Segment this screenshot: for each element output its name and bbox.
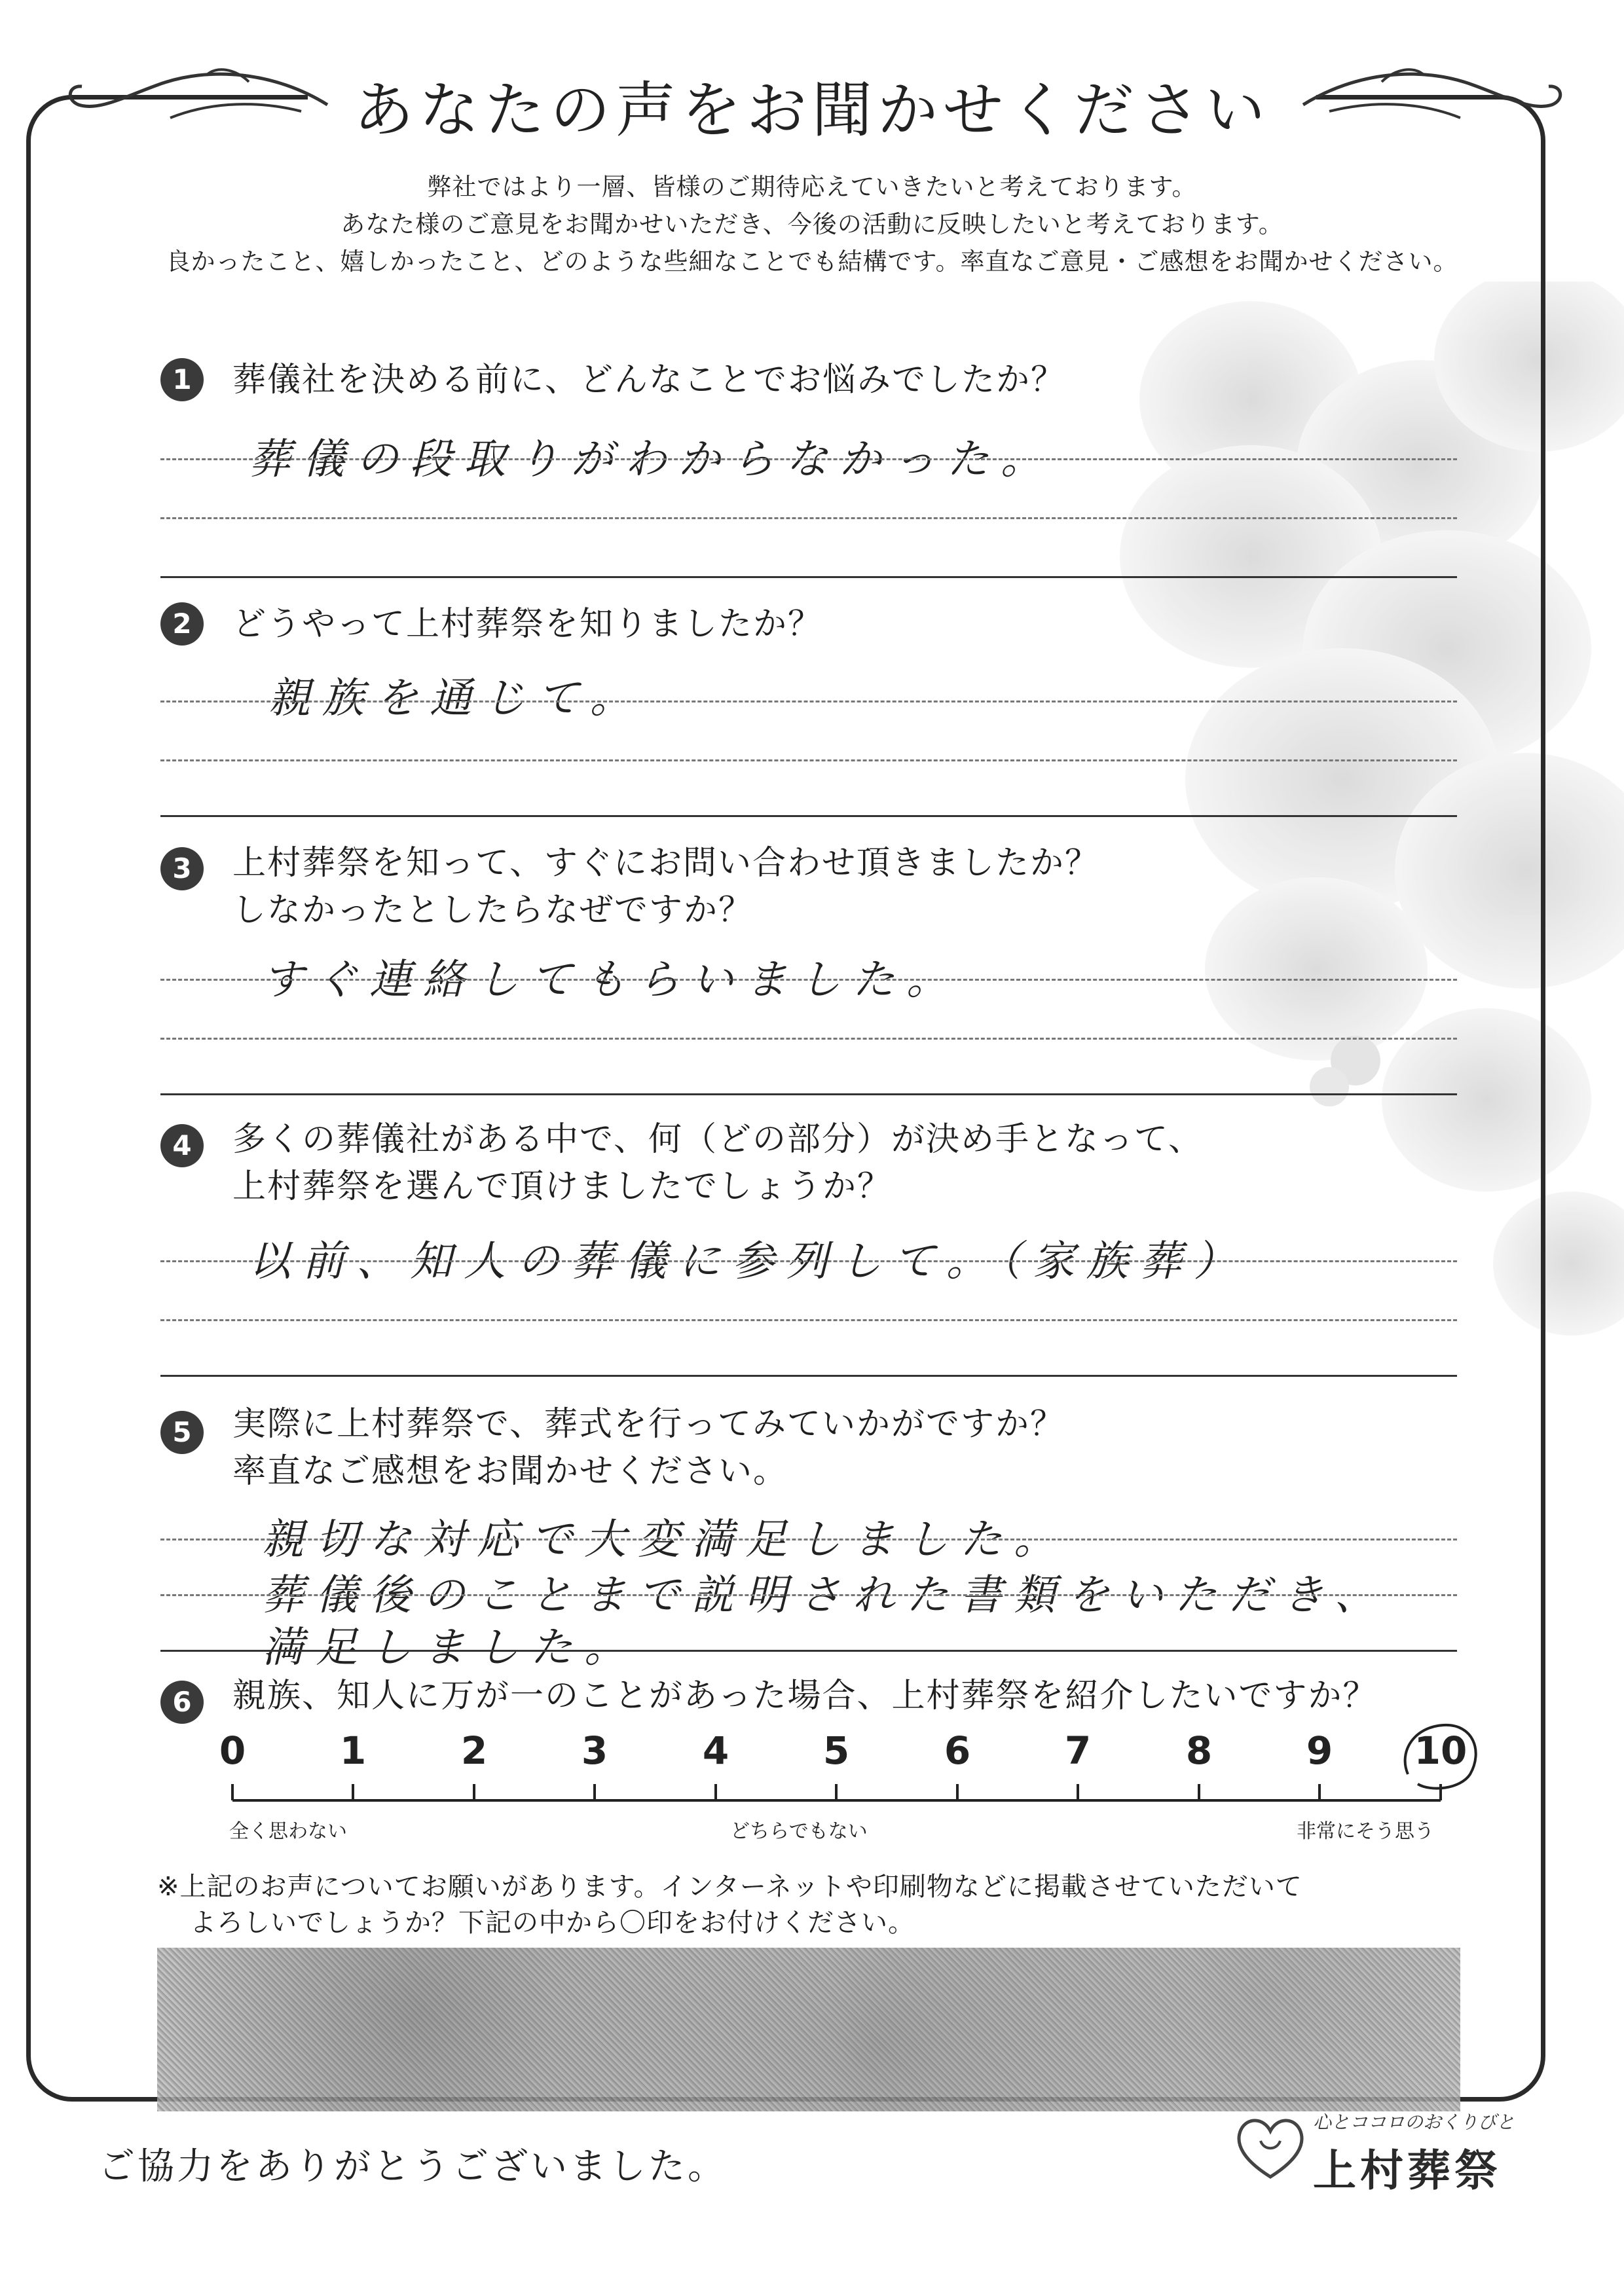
scale-number-6: 6 bbox=[944, 1728, 971, 1773]
thank-you-message: ご協力をありがとうございました。 bbox=[98, 2145, 727, 2188]
scale-label-middle: どちらでもない bbox=[730, 1820, 868, 1843]
answer-line bbox=[160, 458, 1457, 460]
logo-company-name: 上村葬祭 bbox=[1313, 2145, 1502, 2196]
scale-number-5: 5 bbox=[822, 1728, 850, 1773]
section-divider bbox=[160, 576, 1457, 578]
question-6-text: 親族、知人に万が一のことがあった場合、上村葬祭を紹介したいですか？ bbox=[232, 1677, 1378, 1715]
scale-number-9: 9 bbox=[1306, 1728, 1333, 1773]
rating-scale-axis bbox=[223, 1781, 1467, 1813]
question-2-number-badge: 2 bbox=[160, 602, 204, 646]
question-1-text: 葬儀社を決める前に、どんなことでお悩みでしたか？ bbox=[232, 361, 1066, 399]
question-4-text-line-1: 多くの葬儀社がある中で、何（どの部分）が決め手となって、 bbox=[232, 1120, 1203, 1159]
selected-rating-circle bbox=[1395, 1719, 1486, 1797]
question-5-text-line-2: 率直なご感想をお聞かせください。 bbox=[232, 1452, 788, 1491]
section-divider bbox=[160, 1650, 1457, 1652]
question-3-number-badge: 3 bbox=[160, 847, 204, 890]
question-3-text-line-2: しなかったとしたらなぜですか？ bbox=[232, 891, 754, 930]
question-3-text-line-1: 上村葬祭を知って、すぐにお問い合わせ頂きましたか？ bbox=[232, 844, 1099, 883]
scale-number-10: 10 bbox=[1414, 1728, 1467, 1773]
answer-line bbox=[160, 701, 1457, 702]
question-5-answer-line-3: 満足しました。 bbox=[262, 1624, 638, 1672]
question-1-answer: 葬儀の段取りがわからなかった。 bbox=[249, 435, 1054, 484]
section-divider bbox=[160, 1375, 1457, 1377]
answer-line bbox=[160, 1038, 1457, 1040]
question-4-answer: 以前、知人の葬儀に参列して。（家族葬） bbox=[249, 1237, 1247, 1286]
answer-line bbox=[160, 759, 1457, 761]
answer-line bbox=[160, 1594, 1457, 1596]
section-divider bbox=[160, 815, 1457, 817]
intro-line-2: あなた様のご意見をお聞かせいただき、今後の活動に反映したいと考えております。 bbox=[341, 210, 1283, 238]
publication-note-line-2: よろしいでしょうか？下記の中から〇印をお付けください。 bbox=[190, 1908, 915, 1938]
scale-number-2: 2 bbox=[460, 1728, 488, 1773]
answer-line bbox=[160, 1260, 1457, 1262]
question-5-text-line-1: 実際に上村葬祭で、葬式を行ってみていかがですか？ bbox=[232, 1405, 1065, 1444]
scale-number-7: 7 bbox=[1064, 1728, 1092, 1773]
question-1-number-badge: 1 bbox=[160, 358, 204, 401]
question-5-answer-line-1: 親切な対応で大変満足しました。 bbox=[262, 1516, 1067, 1564]
question-4-number-badge: 4 bbox=[160, 1124, 204, 1167]
heart-logo-icon bbox=[1231, 2111, 1310, 2183]
section-divider bbox=[160, 1093, 1457, 1095]
publication-note-line-1: ※上記のお声についてお願いがあります。インターネットや印刷物などに掲載させていただいて bbox=[157, 1872, 1302, 1902]
scale-number-3: 3 bbox=[581, 1728, 608, 1773]
question-2-text: どうやって上村葬祭を知りましたか？ bbox=[232, 605, 823, 644]
question-5-number-badge: 5 bbox=[160, 1411, 204, 1454]
left-flourish-ornament bbox=[52, 59, 334, 131]
scale-label-left: 全く思わない bbox=[229, 1820, 347, 1843]
scale-ticks bbox=[232, 1784, 1441, 1800]
question-3-answer: すぐ連絡してもらいました。 bbox=[262, 956, 960, 1004]
scale-number-4: 4 bbox=[702, 1728, 729, 1773]
question-6-number-badge: 6 bbox=[160, 1681, 204, 1724]
question-2-answer: 親族を通じて。 bbox=[268, 674, 644, 723]
intro-line-3: 良かったこと、嬉しかったこと、どのような些細なことでも結構です。率直なご意見・ご感想をお聞かせください。 bbox=[166, 247, 1458, 276]
scale-number-1: 1 bbox=[339, 1728, 367, 1773]
redacted-response-area bbox=[157, 1948, 1460, 2111]
intro-line-1: 弊社ではより一層、皆様のご期待応えていきたいと考えております。 bbox=[427, 173, 1197, 201]
answer-line bbox=[160, 1539, 1457, 1540]
answer-line bbox=[160, 1319, 1457, 1321]
answer-line bbox=[160, 979, 1457, 981]
scale-label-right: 非常にそう思う bbox=[1297, 1820, 1434, 1843]
right-flourish-ornament bbox=[1297, 59, 1578, 131]
question-4-text-line-2: 上村葬祭を選んで頂けましたでしょうか？ bbox=[232, 1167, 893, 1206]
page-title: あなたの声をお聞かせください bbox=[353, 75, 1270, 145]
scale-number-0: 0 bbox=[219, 1728, 246, 1773]
logo-tagline: 心とココロのおくりびと bbox=[1313, 2111, 1515, 2133]
answer-line bbox=[160, 517, 1457, 519]
question-5-answer-line-2: 葬儀後のことまで説明された書類をいただき、 bbox=[262, 1571, 1388, 1620]
scale-number-8: 8 bbox=[1185, 1728, 1213, 1773]
